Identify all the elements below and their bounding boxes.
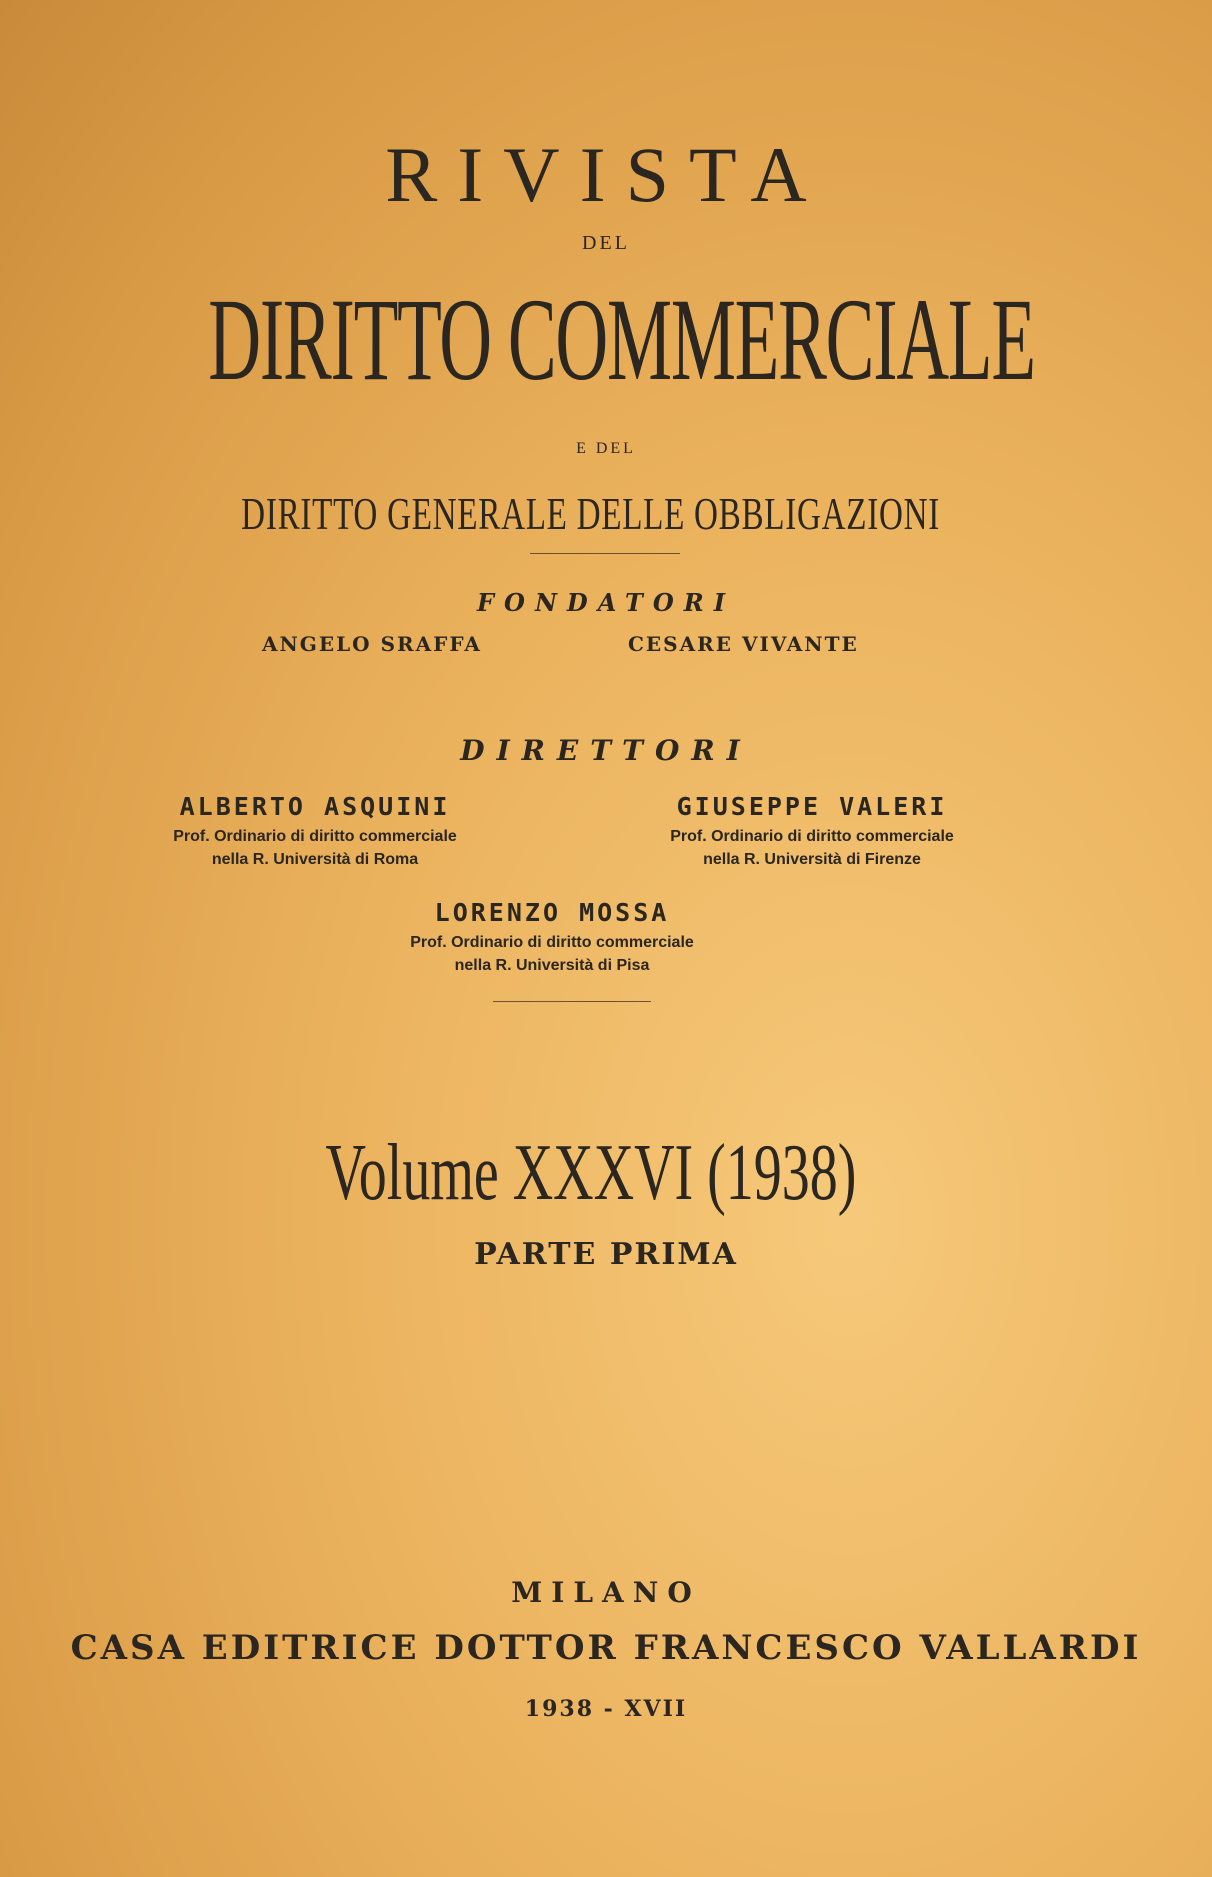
connector-del: DEL: [582, 232, 630, 254]
imprint-publisher: CASA EDITRICE DOTTOR FRANCESCO VALLARDI: [70, 1628, 1142, 1668]
director-entry: [602, 792, 1022, 871]
journal-title: DIRITTO COMMERCIALE: [208, 274, 1035, 405]
imprint-city: MILANO: [511, 1576, 701, 1609]
imprint-year: 1938 - XVII: [524, 1696, 688, 1722]
divider-top: [530, 553, 680, 554]
volume-label: Volume XXXVI (1938): [325, 1129, 857, 1217]
part-label: PARTE PRIMA: [474, 1237, 738, 1272]
connector-e-del: E DEL: [576, 440, 636, 457]
director-title: Prof. Ordinario di diritto commerciale: [410, 934, 694, 951]
director-name: ALBERTO ASQUINI: [179, 792, 451, 821]
director-name: GIUSEPPE VALERI: [676, 792, 948, 821]
founder-name: ANGELO SRAFFA: [262, 632, 482, 656]
director-name: LORENZO MOSSA: [434, 898, 670, 927]
director-university: nella R. Università di Pisa: [454, 957, 650, 974]
director-university: nella R. Università di Firenze: [703, 851, 921, 868]
director-university: nella R. Università di Roma: [211, 851, 419, 868]
director-title: Prof. Ordinario di diritto commerciale: [670, 828, 954, 845]
divider-bottom: [493, 1001, 651, 1002]
director-entry: [342, 898, 762, 977]
director-title: Prof. Ordinario di diritto commerciale: [173, 828, 457, 845]
director-entry: [100, 792, 530, 871]
journal-subtitle: DIRITTO GENERALE DELLE OBBLIGAZIONI: [241, 488, 941, 539]
fondatori-heading: FONDATORI: [477, 588, 735, 617]
direttori-heading: DIRETTORI: [460, 734, 752, 767]
journal-heading: RIVISTA: [385, 131, 827, 218]
founder-name: CESARE VIVANTE: [628, 632, 859, 656]
